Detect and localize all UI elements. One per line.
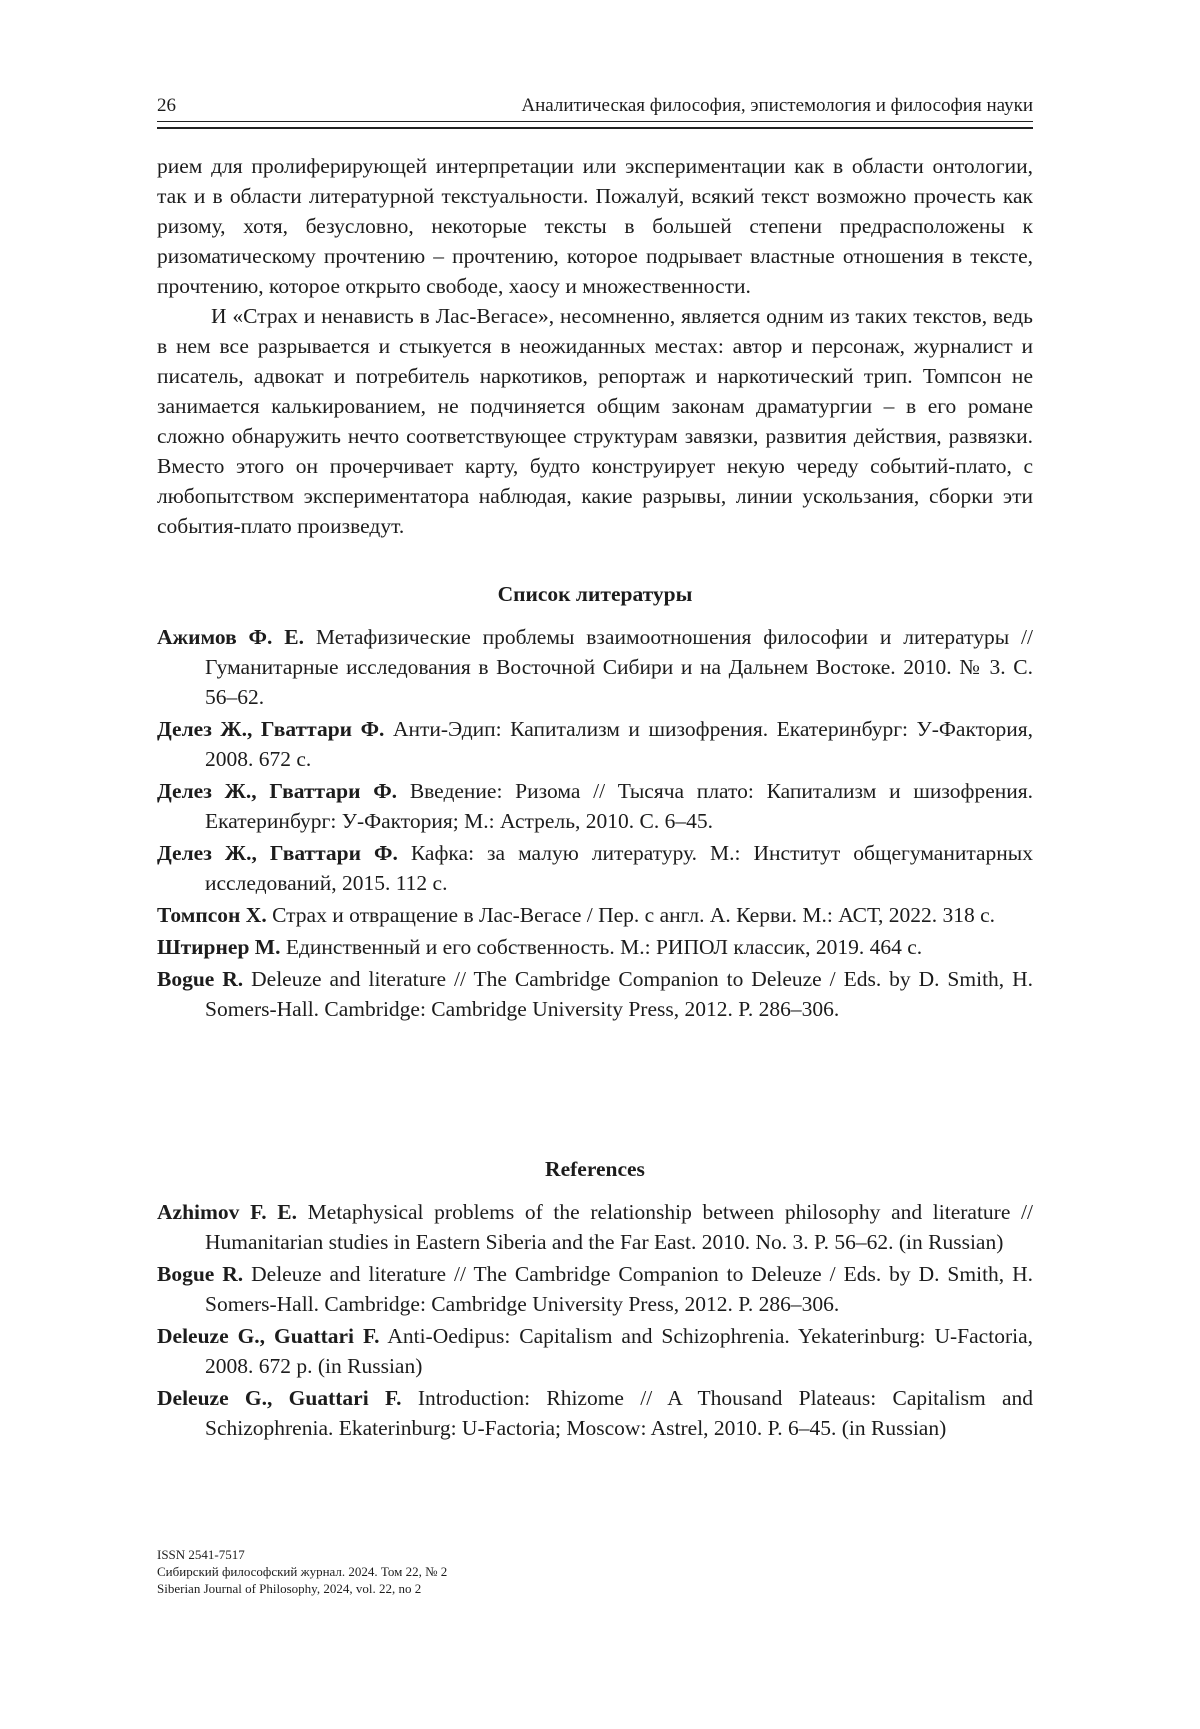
reference-authors: Делез Ж., Гваттари Ф. <box>157 841 398 865</box>
reference-text: Deleuze and literature // The Cambridge Companion to Deleuze / Eds. by D. Smith, H. Somers-Hall. Cambridge: Cambridge University Press, 2012. P. 286–306. <box>205 1262 1034 1316</box>
reference-authors: Azhimov F. E. <box>157 1200 297 1224</box>
body-paragraph: рием для пролиферирующей интерпретации или экспериментации как в области онтологии, так и в области литературной текстуальности. Пожалуй, всякий текст возможно прочесть как ризому, хотя, безусловно, некоторые тексты в большей степени предрасположены к ризоматическому прочтению – прочтению, которое подрывает властные отношения в тексте, прочтению, которое открыто свободе, хаосу и множественности. <box>157 154 1033 298</box>
references-ru-list <box>157 622 1033 1026</box>
reference-text: Introduction: Rhizome // A Thousand Plateaus: Capitalism and Schizophrenia. Ekaterinburg: U-Factoria; Moscow: Astrel, 2010. P. 6–45. (in Russian) <box>205 1386 1034 1440</box>
reference-text: Deleuze and literature // The Cambridge Companion to Deleuze / Eds. by D. Smith, H. Somers-Hall. Cambridge: Cambridge University Press, 2012. P. 286–306. <box>205 967 1034 1021</box>
journal-citation-en: Siberian Journal of Philosophy, 2024, vol. 22, no 2 <box>157 1581 422 1596</box>
reference-authors: Ажимов Ф. Е. <box>157 625 304 649</box>
references-ru-title: Список литературы <box>497 582 693 606</box>
reference-text: Кафка: за малую литературу. М.: Институт общегуманитарных исследований, 2015. 112 с. <box>205 841 1033 895</box>
page-footer <box>157 1546 447 1597</box>
reference-text: Единственный и его собственность. М.: РИПОЛ классик, 2019. 464 с. <box>285 935 923 959</box>
reference-authors: Томпсон Х. <box>157 903 267 927</box>
reference-item <box>157 1259 1033 1319</box>
reference-authors: Bogue R. <box>157 967 244 991</box>
header-rule <box>157 121 1033 129</box>
journal-citation-ru: Сибирский философский журнал. 2024. Том 22, № 2 <box>157 1564 448 1579</box>
reference-item <box>157 776 1033 836</box>
reference-item <box>157 964 1033 1024</box>
reference-item <box>157 838 1033 898</box>
reference-item <box>157 1197 1033 1257</box>
references-en-title: References <box>545 1157 645 1181</box>
body-text <box>157 151 1033 541</box>
page-number: 26 <box>157 95 176 116</box>
reference-authors: Штирнер М. <box>157 935 281 959</box>
reference-text: Metaphysical problems of the relationship between philosophy and literature // Humanitarian studies in Eastern Siberia and the Far East. 2010. No. 3. P. 56–62. (in Russian) <box>205 1200 1033 1254</box>
reference-item <box>157 900 1033 930</box>
reference-authors: Bogue R. <box>157 1262 244 1286</box>
issn: ISSN 2541-7517 <box>157 1547 245 1562</box>
reference-authors: Deleuze G., Guattari F. <box>157 1324 380 1348</box>
reference-text: Введение: Ризома // Тысяча плато: Капитализм и шизофрения. Екатеринбург: У-Фактория; М.: Астрель, 2010. С. 6–45. <box>205 779 1034 833</box>
running-header <box>157 95 1033 123</box>
reference-text: Анти-Эдип: Капитализм и шизофрения. Екатеринбург: У-Фактория, 2008. 672 с. <box>205 717 1033 771</box>
reference-authors: Делез Ж., Гваттари Ф. <box>157 779 398 803</box>
reference-authors: Deleuze G., Guattari F. <box>157 1386 402 1410</box>
body-paragraph: И «Страх и ненависть в Лас-Вегасе», несомненно, является одним из таких текстов, ведь в нем все разрывается и стыкуется в неожиданных местах: автор и персонаж, журналист и писатель, адвокат и потребитель наркотиков, репортаж и наркотический трип. Томпсон не занимается калькированием, не подчиняется общим законам драматургии – в его романе сложно обнаружить нечто соответствующее структурам завязки, развития действия, развязки. Вместо этого он прочерчивает карту, будто конструирует некую череду событий-плато, с любопытством экспериментатора наблюдая, какие разрывы, линии ускользания, сборки эти события-плато произведут. <box>157 304 1033 538</box>
reference-item <box>157 622 1033 712</box>
references-en-list <box>157 1197 1033 1445</box>
reference-authors: Делез Ж., Гваттари Ф. <box>157 717 385 741</box>
reference-item <box>157 932 1033 962</box>
reference-item <box>157 1383 1033 1443</box>
reference-item <box>157 714 1033 774</box>
reference-text: Страх и отвращение в Лас-Вегасе / Пер. с англ. А. Керви. М.: АСТ, 2022. 318 с. <box>272 903 996 927</box>
reference-text: Anti-Oedipus: Capitalism and Schizophrenia. Yekaterinburg: U-Factoria, 2008. 672 p. (in Russian) <box>205 1324 1033 1378</box>
reference-item <box>157 1321 1033 1381</box>
reference-text: Метафизические проблемы взаимоотношения философии и литературы // Гуманитарные исследования в Восточной Сибири и на Дальнем Востоке. 2010. № 3. С. 56–62. <box>205 625 1034 709</box>
running-title: Аналитическая философия, эпистемология и философия науки <box>521 95 1033 116</box>
